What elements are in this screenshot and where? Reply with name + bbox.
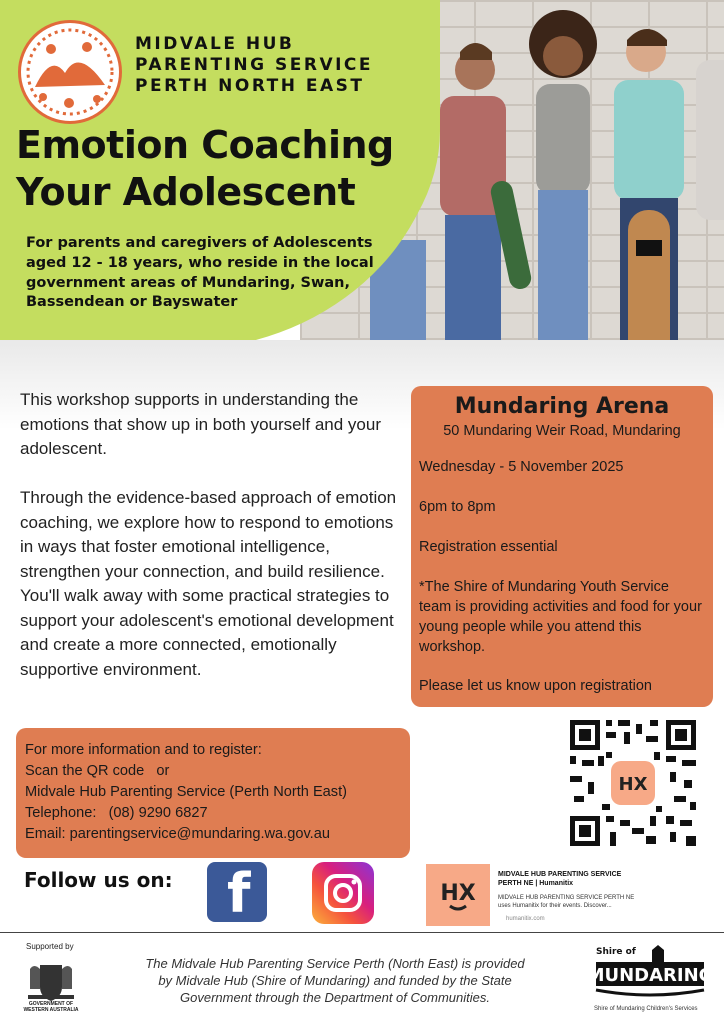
contact-line-1: For more information and to register:	[25, 742, 262, 758]
humanitix-title: MIDVALE HUB PARENTING SERVICE PERTH NE | Humanitix	[498, 871, 622, 887]
shire-big-text: MUNDARING	[592, 965, 708, 986]
handprints-icon	[21, 23, 119, 121]
venue-name: Mundaring Arena	[454, 394, 670, 419]
title-line-1: Emotion Coaching	[16, 123, 394, 167]
contact-box	[16, 728, 410, 858]
midvale-hub-logo	[18, 20, 122, 124]
contact-line-2: Scan the QR code or	[25, 763, 170, 779]
shire-logo-graphic	[592, 940, 708, 1006]
wa-government-label: GOVERNMENT OF WESTERN AUSTRALIA	[23, 1001, 79, 1013]
contact-line-3: Midvale Hub Parenting Service (Perth North East)	[25, 784, 348, 800]
shire-of-mundaring-logo	[592, 940, 708, 1014]
youth-service-note: *The Shire of Mundaring Youth Service team is providing activities and food for your young people while you attend this workshop.	[419, 579, 702, 655]
registration-note: Registration essential	[419, 539, 558, 555]
shire-subtitle: Shire of Mundaring Children's Services	[594, 1006, 698, 1012]
org-line-3: PERTH NORTH EAST	[135, 76, 365, 96]
description-paragraph-3: You'll walk away with some practical strategies to support your adolescent's emotional development and create a more connected, emotionally supportive environment.	[20, 586, 394, 679]
footer-divider	[0, 932, 724, 933]
qr-hx-logo-text: HX	[618, 774, 648, 795]
registration-qr-code[interactable]	[566, 716, 700, 850]
venue-details-box	[411, 386, 713, 707]
humanitix-description: MIDVALE HUB PARENTING SERVICE PERTH NE uses Humanitix for their events. Discover...	[498, 895, 635, 909]
venue-address: 50 Mundaring Weir Road, Mundaring	[443, 423, 681, 439]
humanitix-logo-text: HX	[440, 881, 476, 906]
description-paragraph-2: Through the evidence-based approach of emotion coaching, we explore how to respond to emotions in ways that foster emotional intelligence, strengthen your connection, and build resilience.	[20, 488, 397, 581]
contact-email[interactable]: Email: parentingservice@mundaring.wa.gov.au	[25, 826, 330, 842]
shire-small-text: Shire of	[596, 947, 636, 957]
description-paragraph-1: This workshop supports in understanding the emotions that show up in both yourself and your adolescent.	[20, 390, 381, 458]
organisation-name	[135, 34, 373, 97]
facebook-glyph: f	[227, 862, 251, 925]
humanitix-logo	[426, 864, 490, 926]
org-line-2: PARENTING SERVICE	[135, 55, 374, 75]
wa-government-crest	[22, 955, 80, 1017]
facebook-icon[interactable]	[207, 862, 267, 925]
workshop-description	[20, 388, 408, 682]
humanitix-site: humanitix.com	[506, 916, 545, 922]
event-date: Wednesday - 5 November 2025	[419, 459, 624, 475]
funding-note: The Midvale Hub Parenting Service Perth (North East) is provided by Midvale Hub (Shire of Mundaring) and funded by the State Government through the Department of Communities.	[145, 956, 525, 1005]
contact-phone[interactable]: Telephone: (08) 9290 6827	[25, 805, 208, 821]
let-us-know-note: Please let us know upon registration	[419, 678, 652, 694]
supported-by-label: Supported by	[26, 942, 74, 951]
instagram-glyph	[312, 862, 374, 924]
instagram-icon[interactable]	[312, 862, 374, 924]
humanitix-link-card[interactable]	[426, 864, 642, 926]
org-line-1: MIDVALE HUB	[135, 34, 295, 54]
audience-subtitle: For parents and caregivers of Adolescents aged 12 - 18 years, who reside in the local government areas of Mundaring, Swan, Bassendean or Bayswater	[26, 235, 374, 311]
title-line-2: Your Adolescent	[16, 170, 356, 214]
event-time: 6pm to 8pm	[419, 499, 496, 515]
page-title	[16, 122, 394, 216]
follow-us-label: Follow us on:	[24, 868, 173, 892]
